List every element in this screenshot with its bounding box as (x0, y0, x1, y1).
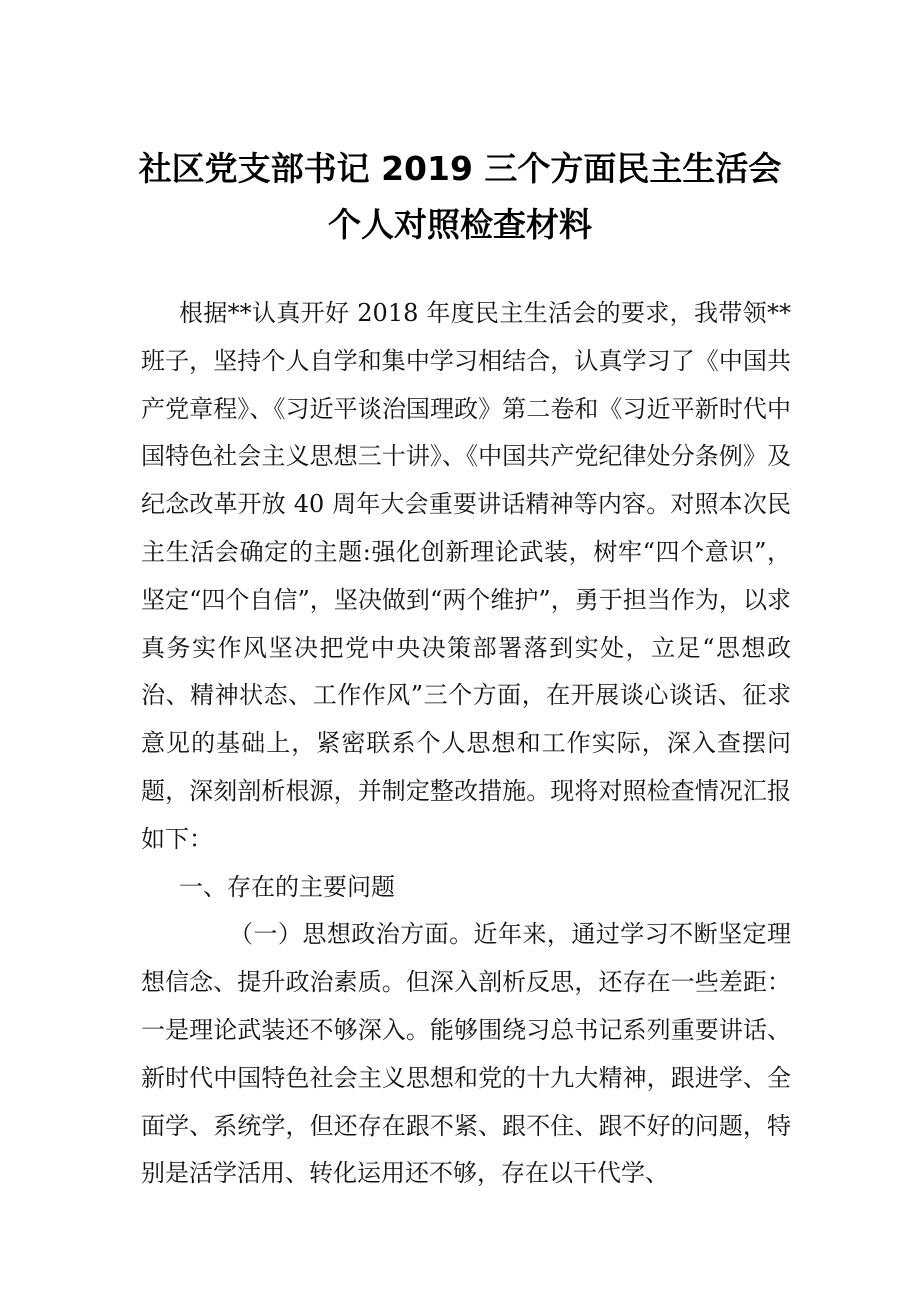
paragraph-intro: 根据**认真开好 2018 年度民主生活会的要求，我带领**班子，坚持个人自学和集中学习相结合，认真学习了《中国共产党章程》、《习近平谈治国理政》第二卷和《习近平新时代中国特色社会主义思想三十讲》、《中国共产党纪律处分条例》及纪念改革开放 40 周年大会重要讲话精神等内容。对照本次民主生活会确定的主题:强化创新理论武装，树牢“四个意识”，坚定“四个自信”，坚决做到“两个维护”，勇于担当作为，以求真务实作风坚决把党中央决策部署落到实处，立足“思想政治、精神状态、工作作风”三个方面，在开展谈心谈话、征求意见的基础上，紧密联系个人思想和工作实际，深入查摆问题，深刻剖析根源，并制定整改措施。现将对照检查情况汇报如下： (141, 299, 791, 853)
document-body (141, 290, 791, 1198)
document-title-line-1: 社区党支部书记 2019 三个方面民主生活会 (138, 149, 782, 188)
document-title-line-2: 个人对照检查材料 (328, 205, 592, 244)
paragraph-ideological-political: （一）思想政治方面。近年来，通过学习不断坚定理想信念、提升政治素质。但深入剖析反思，还存在一些差距：一是理论武装还不够深入。能够围绕习总书记系列重要讲话、新时代中国特色社会主义思想和党的十九大精神，跟进学、全面学、系统学，但还存在跟不紧、跟不住、跟不好的问题，特别是活学活用、转化运用还不够，存在以干代学、 (141, 920, 791, 1188)
section-heading-main-problems: 一、存在的主要问题 (179, 872, 395, 901)
